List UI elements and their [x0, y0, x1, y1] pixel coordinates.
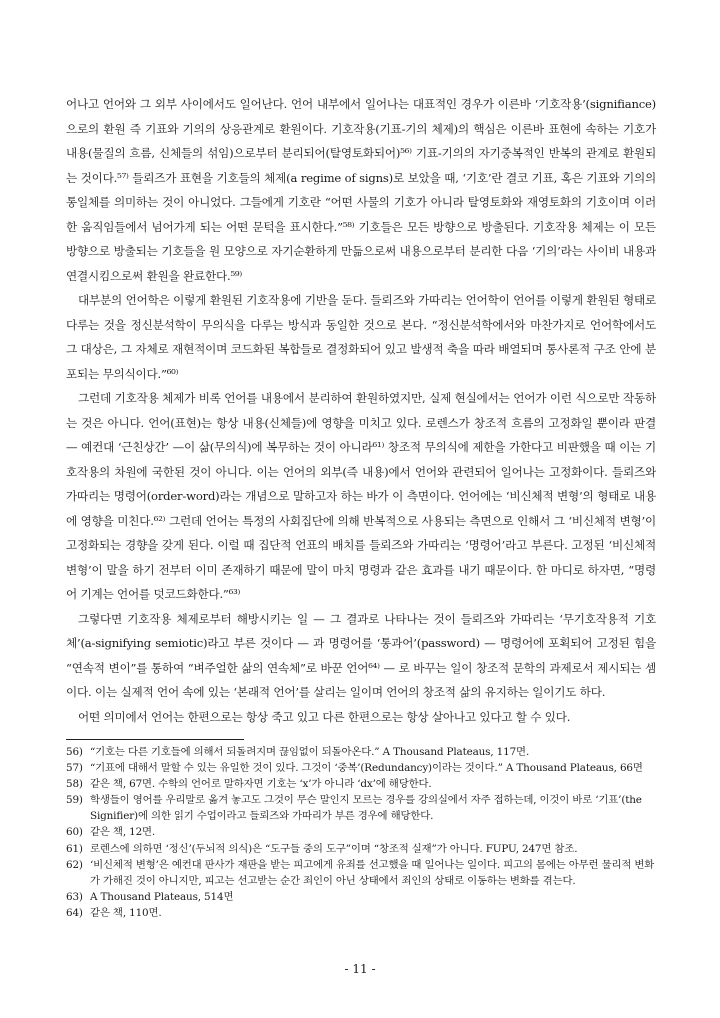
footnote-text: 같은 책, 110면. — [90, 906, 162, 919]
footnote-64 — [66, 905, 656, 921]
paragraph-2: 대부분의 언어학은 이렇게 환원된 기호작용에 기반을 둔다. 들뢰즈와 가따리는 언어학이 언어를 이렇게 환원된 형태로 다루는 것을 정신분석학이 무의식을 다루는 방식과 동일한 것으로 본다. “정신분석학에서와 마찬가지로 언어학에서도 그 대상은, 그 자체로 재현적이며 코드화된 복합들로 결정화되어 있고 발생적 축을 따라 배열되며 통사론적 구조 안에 분포되는 무의식이다.”⁶⁰⁾ — [66, 293, 656, 381]
footnote-number: 58) — [66, 778, 83, 791]
footnote-58 — [66, 776, 656, 792]
footnote-number: 56) — [66, 746, 83, 758]
paragraph-5: 어떤 의미에서 언어는 한편으로는 항상 죽고 있고 다른 한편으로는 항상 살아나고 있다고 할 수 있다. — [78, 709, 571, 724]
footnote-text: “기표에 대해서 말할 수 있는 유일한 것이 있다. 그것이 ‘중복’(Redundancy)이라는 것이다.” A Thousand Plateaus, 66면 — [90, 762, 643, 775]
footnote-text: 로렌스에 의하면 ‘정신’(두뇌적 의식)은 “도구들 중의 도구”이며 “창조적 실재”가 아니다. FUPU, 247면 참조. — [90, 842, 578, 855]
footnote-56 — [66, 744, 656, 760]
body-text — [66, 92, 656, 729]
footnote-number: 59) — [66, 794, 83, 807]
paragraph-1: 어나고 언어와 그 외부 사이에서도 일어난다. 언어 내부에서 일어나는 대표적인 경우가 이른바 ‘기호작용’(signifiance)으로의 환원 즉 기표와 기의의 상응관계로 환원이다. 기호작용(기표-기의 체제)의 핵심은 이른바 표현에 속하는 기호가 내용(물질의 흐름, 신체들의 섞임)으로부터 분리되어(탈영토화되어)⁵⁶⁾ 기표-기의의 자기중복적인 반복의 관계로 환원되는 것이다.⁵⁷⁾ 들뢰즈가 표현을 기호들의 체제(a regime of signs)로 보았을 때, ‘기호’란 결코 기표, 혹은 기표와 기의의 통일체를 의미하는 것이 아니었다. 그들에게 기호란 “어떤 사물의 기호가 아니라 탈영토화와 재영토화의 기호이며 이러한 움직임들에서 넘어가게 되는 어떤 문턱을 표시한다.”⁵⁸⁾ 기호들은 모든 방향으로 방출된다. 기호작용 체제는 이 모든 방향으로 방출되는 기호들을 원 모양으로 자기순환하게 만듦으로써 내용으로부터 분리한 다음 ‘기의’라는 사이비 내용과 연결시킴으로써 환원을 완료한다.⁵⁹⁾ — [66, 97, 656, 283]
paragraph-3: 그런데 기호작용 체제가 비록 언어를 내용에서 분리하여 환원하였지만, 실제 현실에서는 언어가 이런 식으로만 작동하는 것은 아니다. 언어(표현)는 항상 내용(신체들)에 영향을 미치고 있다. 로렌스가 창조적 흐름의 고정화일 뿐이라 판결 — 예컨대 ‘근친상간’ —이 삶(무의식)에 복무하는 것이 아니라⁶¹⁾ 창조적 무의식에 제한을 가한다고 비판했을 때 이는 기호작용의 차원에 국한된 것이 아니다. 이는 언어의 외부(즉 내용)에서 언어와 관련되어 일어나는 고정화이다. 들뢰즈와 가따리는 명령어(order-word)라는 개념으로 말하고자 하는 바가 이 측면이다. 언어에는 ‘비신체적 변형’의 형태로 내용에 영향을 미친다.⁶²⁾ 그런데 언어는 특정의 사회집단에 의해 반복적으로 사용되는 측면으로 인해서 그 ‘비신체적 변형’이 고정화되는 경향을 갖게 된다. 이럴 때 집단적 언표의 배치를 들뢰즈와 가따리는 ‘명령어’라고 부른다. 고정된 ‘비신체적 변형’이 말을 하기 전부터 이미 존재하기 때문에 말이 마치 명령과 같은 효과를 내기 때문이다. 한 마디로 하자면, “명령어 기계는 언어를 덧코드화한다.”⁶³⁾ — [66, 391, 656, 601]
footnote-text: “기호는 다른 기호들에 의해서 되돌려지며 끊임없이 되돌아온다.” A Thousand Plateaus, 117면. — [90, 746, 530, 758]
footnote-number: 60) — [66, 826, 83, 839]
footnote-text: A Thousand Plateaus, 514면 — [90, 890, 234, 903]
footnote-57 — [66, 760, 656, 776]
page-number: - 11 - — [344, 962, 376, 976]
footnote-text: 같은 책, 12면. — [90, 826, 156, 839]
footnote-60 — [66, 824, 656, 840]
footnote-number: 61) — [66, 842, 83, 855]
footnote-61 — [66, 841, 656, 857]
footnote-62 — [66, 857, 656, 889]
footnote-59 — [66, 792, 656, 824]
document-page — [66, 92, 656, 921]
footnote-text: ‘비신체적 변형’은 예컨대 판사가 재판을 받는 피고에게 유죄를 선고했을 때 일어나는 일이다. 피고의 몸에는 아무런 물리적 변화가 가해진 것이 아니지만, 피고는 선고받는 순간 죄인이 아닌 상태에서 죄인의 상태로 이동하는 변화를 겪는다. — [90, 858, 655, 887]
footnote-text: 같은 책, 67면. 수학의 언어로 말하자면 기호는 ‘x’가 아니라 ‘dx’에 해당한다. — [90, 778, 432, 791]
footnote-divider — [66, 739, 244, 740]
footnote-number: 62) — [66, 858, 83, 871]
footnotes-list — [66, 744, 656, 921]
footnote-number: 63) — [66, 890, 83, 903]
paragraph-4: 그렇다면 기호작용 체제로부터 해방시키는 일 — 그 결과로 나타나는 것이 들뢰즈와 가따리는 ‘무기호작용적 기호체’(a-signifying semiotic)라고 부른 것이다 — 과 명령어를 ‘통과어’(password) — 명령어에 포획되어 고정된 힘을 “연속적 변이”를 통하여 “벼주얼한 삶의 연속체”로 바꾼 언어⁶⁴⁾ — 로 바꾸는 일이 창조적 문학의 과제로서 제시되는 셈이다. 이는 실제적 언어 속에 있는 ‘본래적 언어’를 살리는 일이며 언어의 창조적 삶의 유지하는 일이기도 하다. — [66, 611, 656, 699]
footnote-text: 학생들이 영어를 우리말로 옮겨 놓고도 그것이 무슨 말인지 모르는 경우를 강의실에서 자주 접하는데, 이것이 바로 ‘기표’(the Signifier)에 의한 읽기 수업이라고 들뢰즈와 가따리가 부른 경우에 해당한다. — [90, 794, 642, 823]
footnote-number: 64) — [66, 906, 83, 919]
footnote-number: 57) — [66, 762, 83, 775]
footnote-63 — [66, 889, 656, 905]
